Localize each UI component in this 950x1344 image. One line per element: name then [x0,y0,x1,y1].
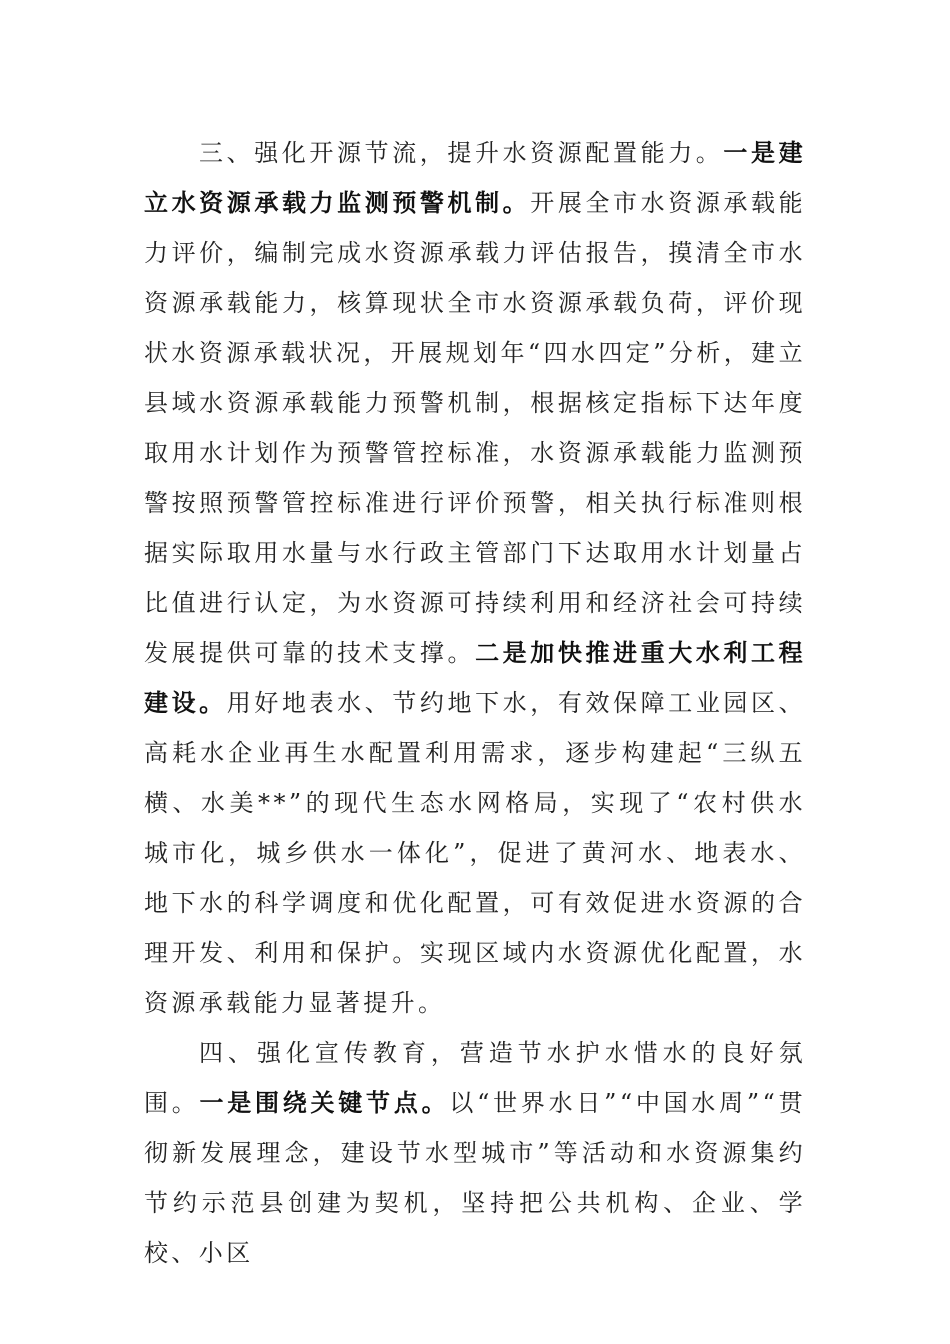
point-one-heading: 一是建立水资源承载力监测预警机制。 [144,139,806,217]
point-two-body: 用好地表水、节约地下水，有效保障工业园区、高耗水企业再生水配置利用需求，逐步构建起“三纵五横、水美**”的现代生态水网格局，实现了“农村供水城市化，城乡供水一体化”，促进了黄河水、地表水、地下水的科学调度和优化配置，可有效促进水资源的合理开发、利用和保护。实现区域内水资源优化配置，水资源承载能力显著提升。 [144,689,806,1017]
point-two-heading: 二是加快推进重大水利工程建设。 [144,639,806,717]
document-body [144,128,806,1278]
section-four-point-one-heading: 一是围绕关键节点。 [199,1089,450,1117]
paragraph-section-four [144,1028,806,1278]
paragraph-section-three [144,128,806,1028]
section-four-heading: 四、强化宣传教育，营造节水护水惜水的良好氛围。 [144,1039,806,1117]
section-four-point-one-body: 以“世界水日”“中国水周”“贯彻新发展理念，建设节水型城市”等活动和水资源集约节约示范县创建为契机，坚持把公共机构、企业、学校、小区 [144,1089,806,1267]
section-three-heading: 三、强化开源节流，提升水资源配置能力。 [199,139,724,167]
point-one-body: 开展全市水资源承载能力评价，编制完成水资源承载力评估报告，摸清全市水资源承载能力，核算现状全市水资源承载负荷，评价现状水资源承载状况，开展规划年“四水四定”分析，建立县域水资源承载能力预警机制，根据核定指标下达年度取用水计划作为预警管控标准，水资源承载能力监测预警按照预警管控标准进行评价预警，相关执行标准则根据实际取用水量与水行政主管部门下达取用水计划量占比值进行认定，为水资源可持续利用和经济社会可持续发展提供可靠的技术支撑。 [144,189,806,667]
